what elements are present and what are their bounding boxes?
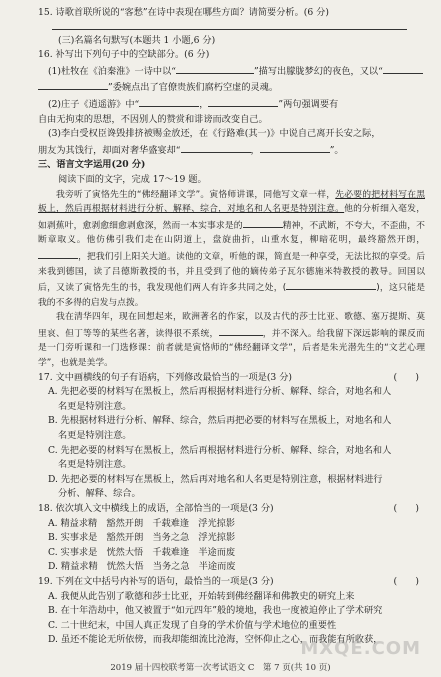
- underlined-sentence: 先必要的把材料写在黑板上，然后再根据材料进行分析、解释、综合，对地名和人名更是特别注意。: [38, 189, 425, 215]
- passage-paragraph-1: 我旁听了寅恪先生的“佛经翻译文学”。寅恪师讲课，同他写文章一样，先必要的把材料写在黑板上，然后再根据材料进行分析、解释、综合，对地名和人名更是特别注意。他的分析细入毫发，如剥蕉叶，愈剥愈细愈剥愈深，然而一本实事求是的 精神，不武断，不夸大，不歪曲，不断章取义。他仿佛引我们走在山阴道上，盘旋曲折，山重水复，柳暗花明，最终豁然开朗，，把我们引上阳关大道。读他的文章，听他的课，简直是一种享受，无法比拟的享受。后来我到德国，读了吕德斯教授的书，并且受到了他的嫡传弟子瓦尔德施米特教授的教导。回国以后，又读了寅恪先生的书，我发现他们两人有许多共同之处，( )，这只能是我的不多得的启发与点拨。: [38, 189, 425, 308]
- fill-blank[interactable]: [38, 248, 78, 259]
- answer-line: [52, 21, 407, 30]
- passage-paragraph-2: 我在清华四年，现在回想起来，欧洲著名的作家，以及古代的莎士比亚、歌德、塞万提斯、莫里哀、但丁等等的某些名著，读得很不系统， ，并不深入。给我留下深远影响的课反而是一门旁听课和一门选修课：前者就是寅恪师的“佛经翻译文学”，后者是朱光潜先生的“文艺心理学”，也就是美学。: [38, 312, 425, 369]
- reading-instruction: 阅读下面的文字，完成 17～19 题。: [58, 173, 207, 185]
- q16-item-3: (3)李白受权臣谗毁排挤被赐金放还，在《行路难(其一)》中说自己离开长安之际，: [48, 128, 381, 140]
- fill-blank[interactable]: [383, 63, 423, 74]
- question-16-stem: 16. 补写出下列句子中的空缺部分。(6 分): [38, 49, 210, 61]
- fill-blank[interactable]: [181, 142, 251, 153]
- q18-option-d[interactable]: D. 精益求精 恍然大悟 当务之急 半途而废: [48, 561, 236, 573]
- question-15: 15. 诗歌首联所说的“客愁”在诗中表现在哪些方面？请简要分析。(6 分): [38, 7, 329, 18]
- fill-blank[interactable]: [38, 79, 108, 90]
- q19-option-b[interactable]: B. 在十年浩劫中，他又被置于“如元四年”般的境地，我也一度被迫停止了学术研究: [48, 605, 383, 617]
- section-language-heading: 三、语言文字运用(20 分): [38, 159, 146, 171]
- fill-blank[interactable]: [139, 96, 199, 107]
- page-footer: 2019 届十四校联考第一次考试语文 C 第 7 页(共 10 页): [110, 663, 331, 673]
- q16-item-2-cont: 自由无拘束的思想，不因别人的赞赏和诽谤而改变自己。: [38, 113, 268, 125]
- q16-item-1: (1)杜牧在《泊秦淮》一诗中以“ ”描写出朦胧梦幻的夜色，又以“: [38, 63, 425, 80]
- q17-option-c[interactable]: C. 先把必要的材料写在黑板上，然后再根据材料进行分析、解释、综合，对地名和人 名更是特别注意。: [48, 444, 392, 471]
- fill-blank[interactable]: [286, 279, 376, 290]
- question-18-stem: 18. 依次填入文中横线上的成语，全部恰当的一项是(3 分) ( ): [38, 503, 419, 514]
- q17-option-d[interactable]: D. 先把必要的材料写在黑板上，然后再对地名和人名更是特别注意，根据材料进行 分析、解释、综合。: [48, 473, 383, 500]
- fill-blank[interactable]: [260, 142, 330, 153]
- question-19-stem: 19. 下列在文中括号内补写的语句，最恰当的一项是(3 分) ( ): [38, 575, 419, 587]
- q16-item-3-cont: 朋友为其饯行，却面对奢华盛宴却“ ， ”。: [38, 142, 425, 159]
- q17-option-a[interactable]: A. 先把必要的材料写在黑板上，然后再根据材料进行分析、解释、综合，对地名和人 名更是特别注意。: [48, 386, 392, 412]
- q19-option-c[interactable]: C. 二十世纪末，中国人真正发现了自身的学术价值与学术地位的重要性: [48, 619, 337, 631]
- q18-option-c[interactable]: C. 实事求是 恍然大悟 千载难逢 半途而废: [48, 546, 236, 558]
- fill-blank[interactable]: [176, 63, 254, 74]
- q17-option-b[interactable]: B. 先根据材料进行分析、解释、综合，然后再把必要的材料写在黑板上，对地名和人 名更是特别注意。: [48, 415, 392, 442]
- q18-option-b[interactable]: B. 实事求是 豁然开朗 当务之急 浮光掠影: [48, 532, 236, 544]
- site-watermark: MXQE.COM: [300, 638, 421, 659]
- section-recitation: (三)名篇名句默写(本题共 1 小题,6 分): [58, 34, 216, 46]
- q16-item-1-cont: ”委婉点出了官僚贵族们腐朽空虚的灵魂。: [38, 79, 425, 96]
- fill-blank[interactable]: [208, 96, 278, 107]
- fill-blank[interactable]: [219, 325, 263, 336]
- q19-option-d[interactable]: D. 虽还不能论无所依傍，而我却能细流比沧海，空怀仰止之心，而我能有所收获，: [48, 634, 383, 646]
- q19-option-a[interactable]: A. 我便从此告别了歌德和莎士比亚，开始转到佛经翻译和佛教史的研究上来: [48, 590, 355, 602]
- fill-blank[interactable]: [243, 217, 283, 228]
- q18-option-a[interactable]: A. 精益求精 豁然开朗 千载难逢 浮光掠影: [48, 517, 236, 529]
- question-17-stem: 17. 文中画横线的句子有语病，下列修改最恰当的一项是(3 分) ( ): [38, 371, 419, 383]
- q16-item-2: (2)庄子《逍遥游》中“ ， ”两句强调要有: [38, 96, 425, 113]
